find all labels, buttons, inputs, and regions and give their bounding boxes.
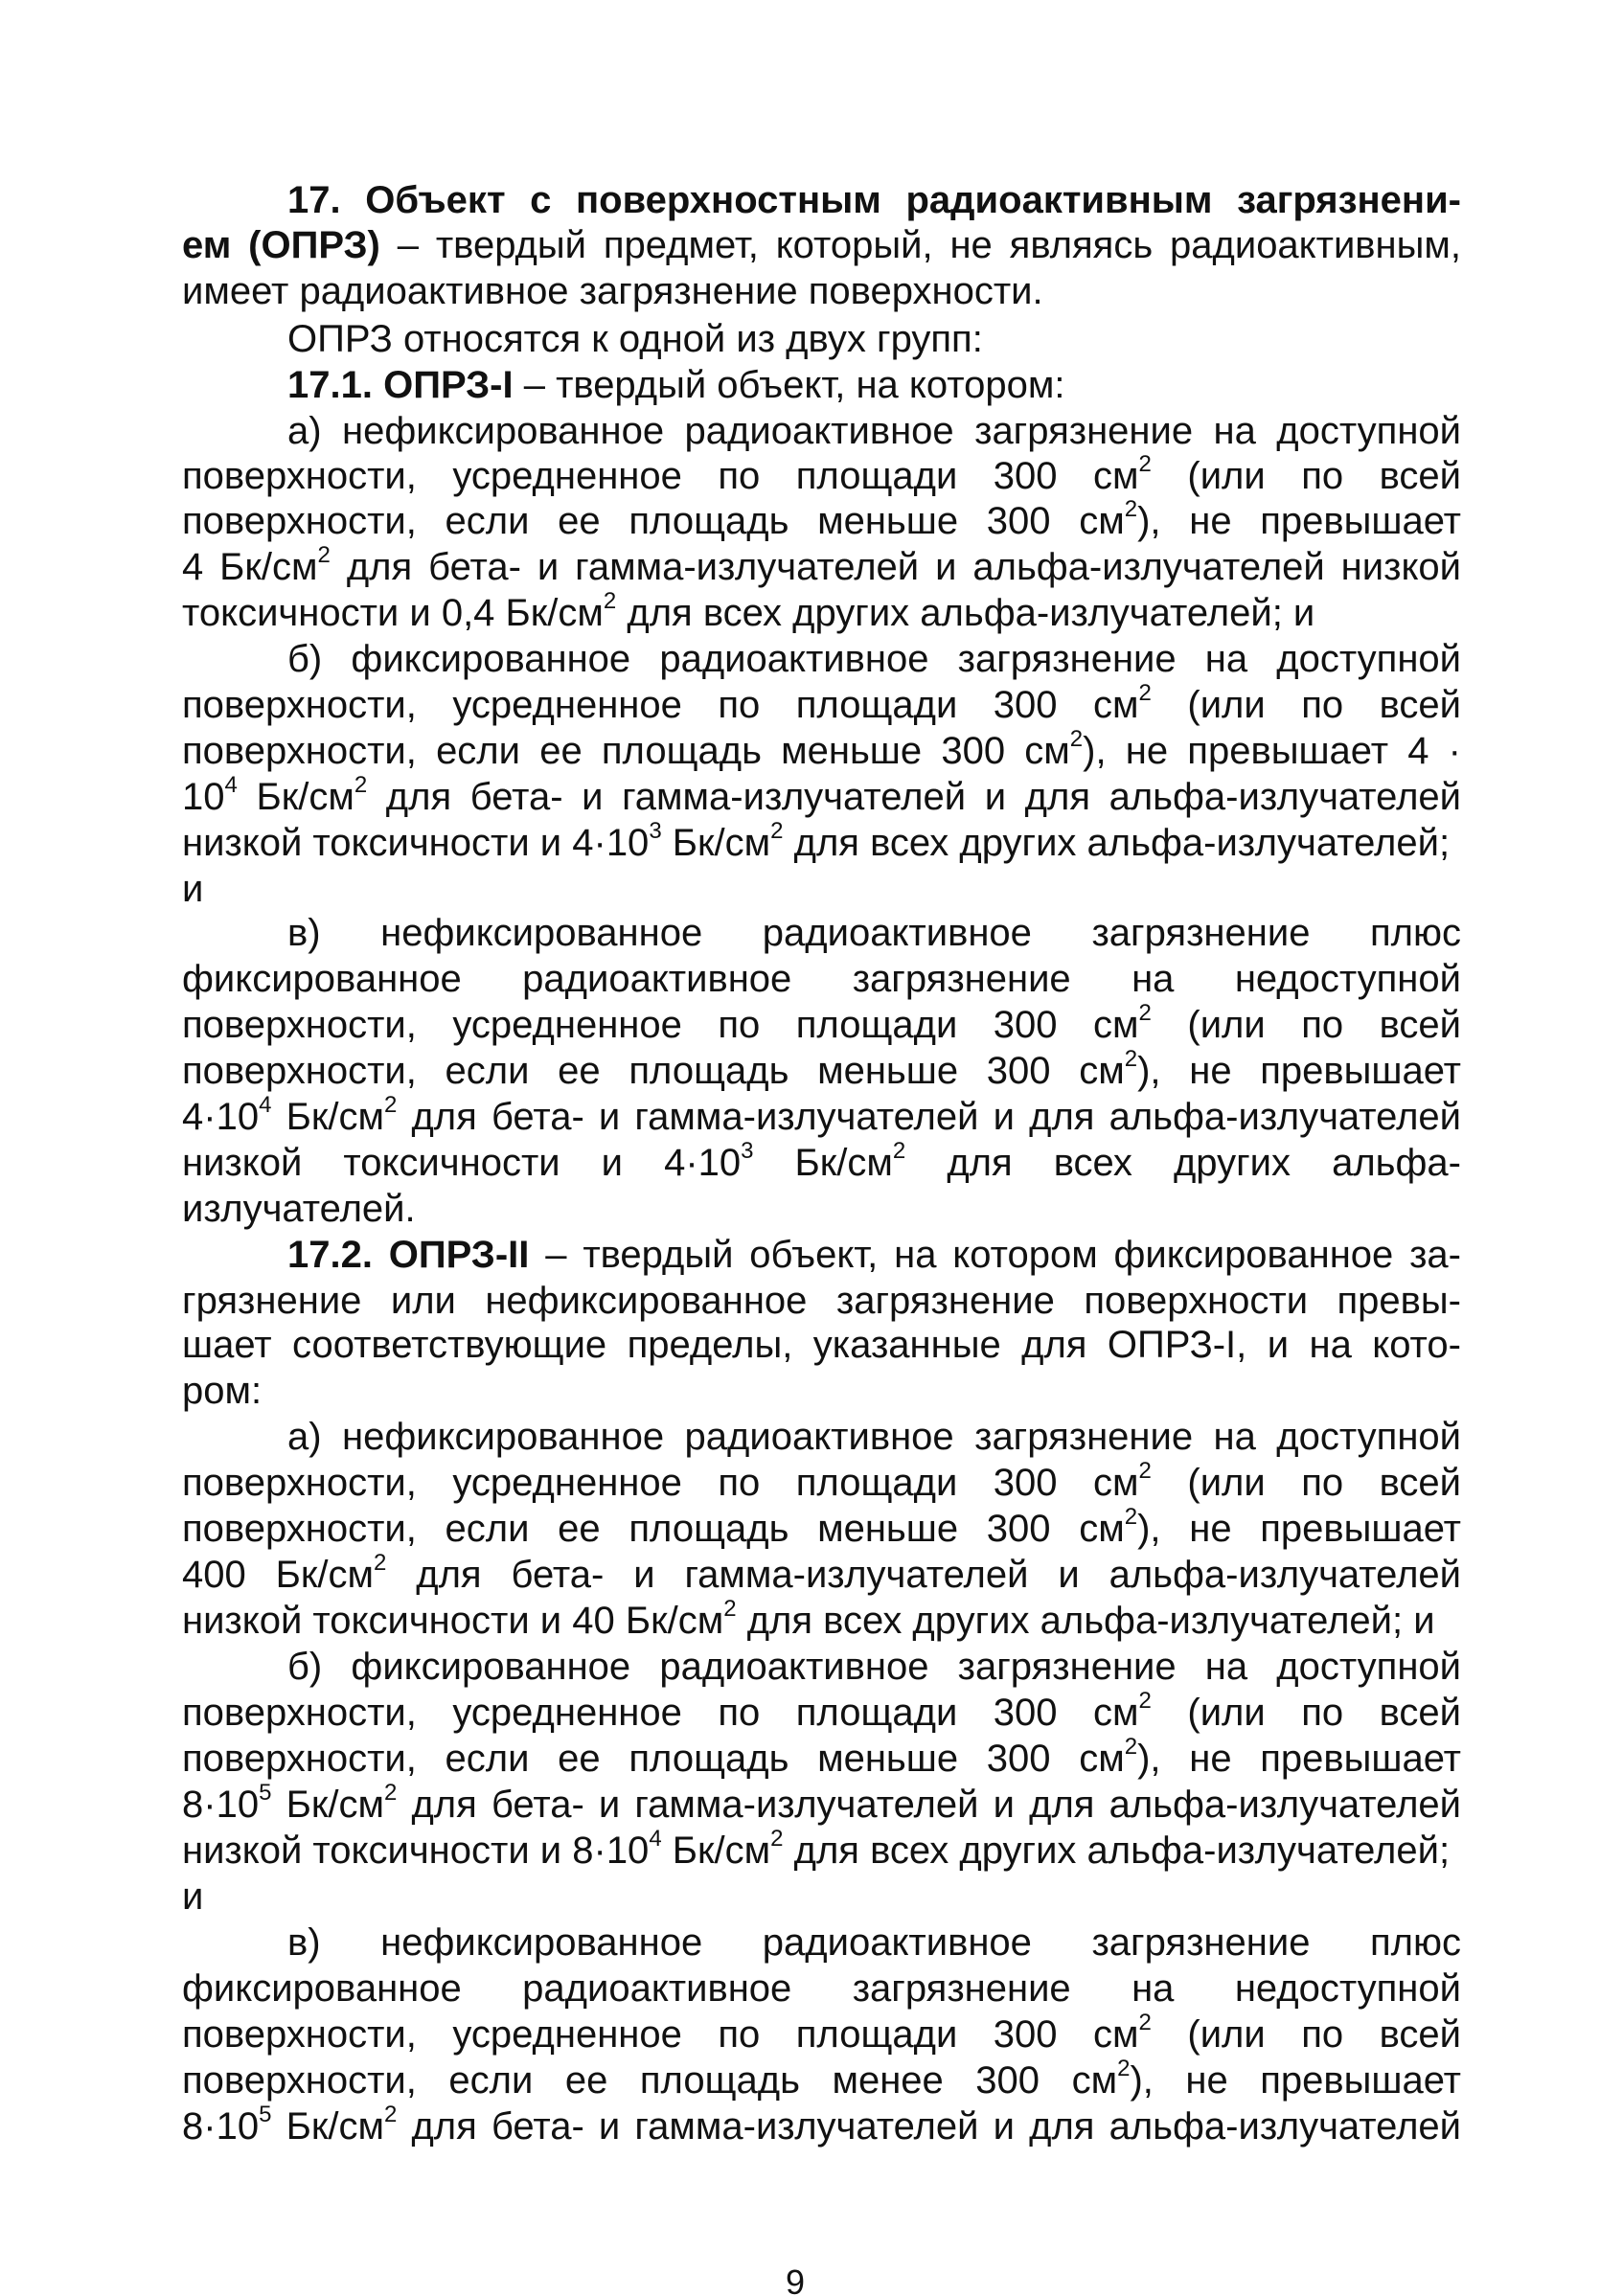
text-segment: (или по всей xyxy=(1151,455,1461,497)
text-segment: токсичности и 0,4 Бк/см xyxy=(182,592,604,634)
text-line xyxy=(287,1644,1461,1690)
text-line xyxy=(182,2012,1461,2057)
text-line xyxy=(182,1552,1461,1598)
superscript: 2 xyxy=(1124,1734,1138,1760)
text-segment: поверхности, усредненное по площади 300 см xyxy=(182,1692,1139,1734)
text-segment: для бета- и гамма-излучателей и для альфа-излучателей xyxy=(367,776,1461,818)
text-segment: для бета- и гамма-излучателей и альфа-излучателей низкой xyxy=(330,546,1461,588)
text-line xyxy=(182,1874,1461,1920)
text-segment: низкой токсичности и 40 Бк/см xyxy=(182,1600,724,1642)
text-line xyxy=(182,498,1461,544)
text-segment: фиксированное радиоактивное загрязнение на недоступной xyxy=(182,1967,1461,2010)
superscript: 2 xyxy=(1124,496,1138,522)
text-segment: ОПРЗ относятся к одной из двух групп: xyxy=(287,318,983,360)
text-segment: – твердый объект, на котором фиксированное за- xyxy=(529,1234,1462,1276)
text-line xyxy=(182,866,1461,912)
text-line xyxy=(287,177,1461,223)
superscript: 5 xyxy=(259,1780,272,1806)
text-segment: (или по всей xyxy=(1151,1692,1461,1734)
text-segment: ром: xyxy=(182,1370,263,1412)
text-segment: низкой токсичности и 4·10 xyxy=(182,822,650,864)
superscript: 2 xyxy=(1138,451,1152,477)
text-segment: для бета- и гамма-излучателей и альфа-излучателей xyxy=(386,1554,1461,1596)
text-segment: (или по всей xyxy=(1151,1462,1461,1504)
text-segment: ), не превышает xyxy=(1137,1050,1461,1092)
superscript: 2 xyxy=(1138,2010,1152,2035)
text-line xyxy=(182,1094,1461,1140)
superscript: 2 xyxy=(383,1780,398,1806)
text-line xyxy=(182,728,1461,774)
text-line xyxy=(182,1048,1461,1094)
text-line xyxy=(182,1322,1461,1368)
text-segment: ), не превышает xyxy=(1137,1738,1461,1780)
text-line xyxy=(182,544,1461,590)
text-segment: для бета- и гамма-излучателей и для альфа-излучателей xyxy=(397,1784,1462,1826)
superscript: 2 xyxy=(383,1092,398,1118)
text-segment: поверхности, усредненное по площади 300 см xyxy=(182,2013,1139,2056)
text-segment: Бк/см xyxy=(661,1830,771,1872)
text-line xyxy=(182,682,1461,728)
text-line xyxy=(287,1920,1461,1966)
superscript: 3 xyxy=(741,1138,754,1164)
superscript: 4 xyxy=(649,1826,662,1852)
text-line xyxy=(182,590,1461,636)
superscript: 2 xyxy=(354,772,368,798)
text-segment: Бк/см xyxy=(271,1784,384,1826)
text-line xyxy=(182,1598,1461,1644)
text-segment: Бк/см xyxy=(753,1142,893,1184)
text-segment: поверхности, если ее площадь меньше 300 см xyxy=(182,1508,1125,1550)
text-line xyxy=(182,2103,1461,2149)
text-segment: (или по всей xyxy=(1151,2013,1461,2056)
superscript: 2 xyxy=(1124,1504,1138,1530)
superscript: 2 xyxy=(1138,680,1152,706)
text-segment: излучателей. xyxy=(182,1188,416,1230)
text-segment: поверхности, если ее площадь меньше 300 см xyxy=(182,730,1070,772)
text-segment: для бета- и гамма-излучателей и для альфа-излучателей xyxy=(397,2105,1462,2148)
text-segment: 4 Бк/см xyxy=(182,546,318,588)
text-segment: 400 Бк/см xyxy=(182,1554,374,1596)
text-line xyxy=(182,1966,1461,2012)
text-segment: для всех других альфа-излучателей; и xyxy=(616,592,1315,634)
text-line xyxy=(182,1828,1461,1874)
text-segment: б) фиксированное радиоактивное загрязнение на доступной xyxy=(287,638,1461,680)
text-segment: – твердый объект, на котором: xyxy=(513,364,1065,406)
superscript: 5 xyxy=(259,2102,272,2127)
text-line xyxy=(182,222,1461,268)
superscript: 2 xyxy=(374,1550,387,1576)
text-line xyxy=(287,362,1461,408)
text-segment: для всех других альфа-излучателей; xyxy=(783,822,1451,864)
superscript: 2 xyxy=(1138,1000,1152,1026)
text-line xyxy=(182,1506,1461,1552)
text-segment: ), не превышает xyxy=(1137,1508,1461,1550)
text-segment: 17.2. ОПРЗ-II xyxy=(287,1234,530,1276)
text-segment: 8·10 xyxy=(182,1784,260,1826)
text-line xyxy=(287,1414,1461,1460)
text-line xyxy=(287,316,1461,362)
superscript: 2 xyxy=(1124,1046,1138,1072)
text-line xyxy=(182,1690,1461,1736)
text-line xyxy=(182,1186,1461,1232)
text-segment: ), не превышает 4 · xyxy=(1083,730,1462,772)
text-segment: поверхности, усредненное по площади 300 см xyxy=(182,1462,1139,1504)
text-segment: а) нефиксированное радиоактивное загрязнение на доступной xyxy=(287,1416,1461,1458)
text-segment: Бк/см xyxy=(271,1096,384,1138)
text-line xyxy=(182,820,1461,866)
text-segment: 17. Объект с поверхностным радиоактивным загрязнени- xyxy=(287,179,1461,221)
superscript: 2 xyxy=(1117,2056,1131,2081)
text-segment: для всех других альфа-излучателей; и xyxy=(736,1600,1435,1642)
text-line xyxy=(182,1002,1461,1048)
text-segment: поверхности, если ее площадь менее 300 см xyxy=(182,2059,1118,2102)
text-segment: и xyxy=(182,1875,204,1918)
text-segment: б) фиксированное радиоактивное загрязнение на доступной xyxy=(287,1646,1461,1688)
text-segment: – твердый предмет, который, не являясь радиоактивным, xyxy=(379,224,1461,266)
text-segment: 10 xyxy=(182,776,225,818)
superscript: 2 xyxy=(603,588,617,614)
text-segment: поверхности, если ее площадь меньше 300 см xyxy=(182,500,1125,542)
text-segment: 8·10 xyxy=(182,2105,260,2148)
text-segment: Бк/см xyxy=(661,822,771,864)
text-line xyxy=(287,408,1461,454)
text-segment: поверхности, если ее площадь меньше 300 см xyxy=(182,1738,1125,1780)
text-segment: 17.1. ОПРЗ-I xyxy=(287,364,514,406)
text-segment: фиксированное радиоактивное загрязнение на недоступной xyxy=(182,958,1461,1000)
text-segment: а) нефиксированное радиоактивное загрязнение на доступной xyxy=(287,410,1461,452)
text-segment: низкой токсичности и 8·10 xyxy=(182,1830,650,1872)
page-number: 9 xyxy=(786,2268,806,2296)
text-segment: ), не превышает xyxy=(1137,500,1461,542)
superscript: 2 xyxy=(770,1826,784,1852)
text-segment: для всех других альфа- xyxy=(905,1142,1461,1184)
text-line xyxy=(287,636,1461,682)
text-line xyxy=(287,910,1461,956)
text-segment: поверхности, усредненное по площади 300 см xyxy=(182,455,1139,497)
text-line xyxy=(182,1460,1461,1506)
text-segment: поверхности, если ее площадь меньше 300 см xyxy=(182,1050,1125,1092)
superscript: 2 xyxy=(723,1596,737,1622)
text-line xyxy=(182,453,1461,499)
text-segment: (или по всей xyxy=(1151,684,1461,726)
text-line xyxy=(182,1736,1461,1782)
text-segment: поверхности, усредненное по площади 300 см xyxy=(182,684,1139,726)
text-segment: поверхности, усредненное по площади 300 см xyxy=(182,1004,1139,1046)
text-segment: (или по всей xyxy=(1151,1004,1461,1046)
superscript: 2 xyxy=(1069,726,1084,752)
text-line xyxy=(182,774,1461,820)
text-segment: в) нефиксированное радиоактивное загрязнение плюс xyxy=(287,1921,1461,1964)
text-segment: для бета- и гамма-излучателей и для альфа-излучателей xyxy=(397,1096,1462,1138)
text-line xyxy=(182,1140,1461,1186)
text-line xyxy=(182,1278,1461,1324)
superscript: 2 xyxy=(383,2102,398,2127)
text-segment: ем (ОПРЗ) xyxy=(182,224,380,266)
text-line xyxy=(182,268,1461,314)
superscript: 2 xyxy=(1138,1688,1152,1714)
text-segment: имеет радиоактивное загрязнение поверхности. xyxy=(182,270,1043,312)
text-segment: и xyxy=(182,868,204,910)
superscript: 3 xyxy=(649,818,662,844)
superscript: 2 xyxy=(770,818,784,844)
text-segment: в) нефиксированное радиоактивное загрязнение плюс xyxy=(287,912,1461,954)
superscript: 4 xyxy=(224,772,238,798)
text-segment: для всех других альфа-излучателей; xyxy=(783,1830,1451,1872)
text-line xyxy=(182,1782,1461,1828)
text-segment: шает соответствующие пределы, указанные для ОПРЗ-I, и на кото- xyxy=(182,1324,1461,1366)
text-segment: Бк/см xyxy=(271,2105,384,2148)
superscript: 4 xyxy=(259,1092,272,1118)
text-line xyxy=(287,1232,1461,1278)
superscript: 2 xyxy=(892,1138,906,1164)
text-segment: ), не превышает xyxy=(1130,2059,1461,2102)
text-segment: низкой токсичности и 4·10 xyxy=(182,1142,742,1184)
text-line xyxy=(182,1368,1461,1414)
text-line xyxy=(182,956,1461,1002)
superscript: 2 xyxy=(1138,1458,1152,1484)
text-segment: 4·10 xyxy=(182,1096,260,1138)
text-line xyxy=(182,2057,1461,2103)
text-segment: грязнение или нефиксированное загрязнение поверхности превы- xyxy=(182,1280,1461,1322)
superscript: 2 xyxy=(317,542,331,568)
text-segment: Бк/см xyxy=(237,776,354,818)
